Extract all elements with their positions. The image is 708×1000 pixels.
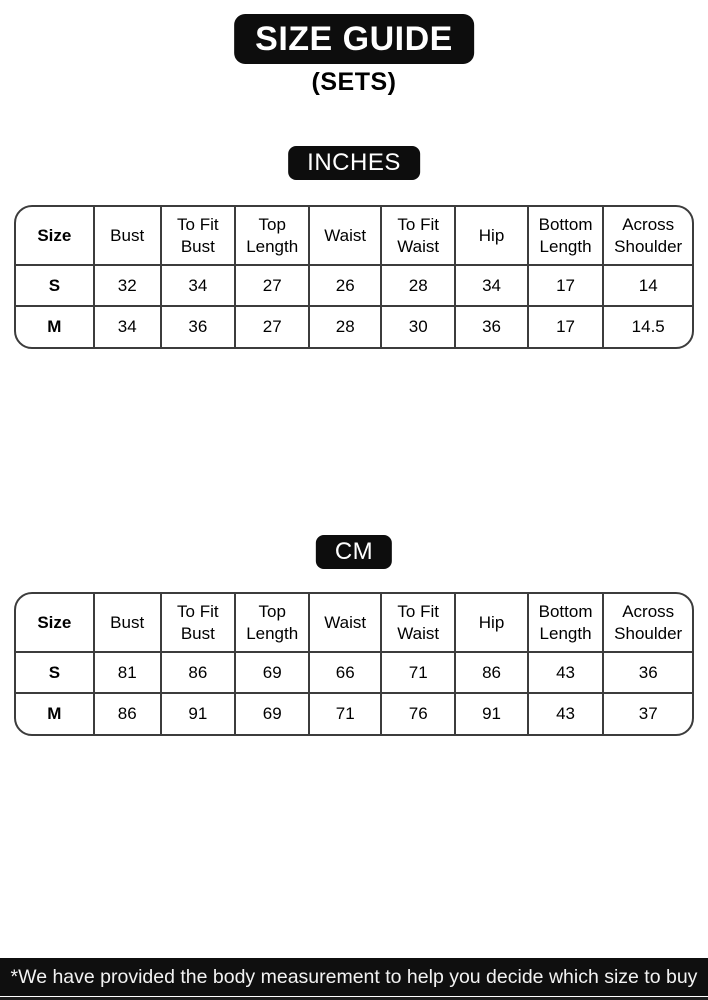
- column-header-waist: Waist: [309, 207, 381, 265]
- column-header-to-fit-bust: To Fit Bust: [161, 594, 235, 652]
- page-title: SIZE GUIDE: [234, 14, 474, 64]
- column-header-to-fit-waist: To Fit Waist: [381, 207, 455, 265]
- inches-header-row: [16, 207, 692, 265]
- cm-header-row: [16, 594, 692, 652]
- footer-note: *We have provided the body measurement to help you decide which size to buy: [10, 966, 698, 988]
- value-cell: 14: [603, 265, 692, 306]
- value-cell: 27: [235, 306, 309, 347]
- table-row-m: [16, 693, 692, 734]
- column-header-top-length: Top Length: [235, 207, 309, 265]
- value-cell: 14.5: [603, 306, 692, 347]
- value-cell: 71: [309, 693, 381, 734]
- column-header-bottom-length: Bottom Length: [528, 207, 604, 265]
- column-header-hip: Hip: [455, 207, 527, 265]
- column-header-to-fit-waist: To Fit Waist: [381, 594, 455, 652]
- value-cell: 66: [309, 652, 381, 693]
- table-row-s: [16, 652, 692, 693]
- value-cell: 34: [94, 306, 161, 347]
- value-cell: 27: [235, 265, 309, 306]
- value-cell: 43: [528, 693, 604, 734]
- value-cell: 37: [603, 693, 692, 734]
- value-cell: 28: [381, 265, 455, 306]
- value-cell: 71: [381, 652, 455, 693]
- value-cell: 34: [161, 265, 235, 306]
- column-header-bottom-length: Bottom Length: [528, 594, 604, 652]
- size-cell: M: [16, 306, 94, 347]
- table-row-m: [16, 306, 692, 347]
- column-header-across-shoulder: Across Shoulder: [603, 594, 692, 652]
- value-cell: 26: [309, 265, 381, 306]
- column-header-bust: Bust: [94, 207, 161, 265]
- value-cell: 30: [381, 306, 455, 347]
- inches-unit-label: INCHES: [288, 146, 420, 180]
- value-cell: 69: [235, 652, 309, 693]
- size-cell: S: [16, 652, 94, 693]
- value-cell: 43: [528, 652, 604, 693]
- value-cell: 81: [94, 652, 161, 693]
- column-header-waist: Waist: [309, 594, 381, 652]
- column-header-hip: Hip: [455, 594, 527, 652]
- footer-note-bar: [0, 958, 708, 996]
- value-cell: 17: [528, 306, 604, 347]
- inches-size-table: [14, 205, 694, 349]
- value-cell: 36: [161, 306, 235, 347]
- value-cell: 86: [455, 652, 527, 693]
- value-cell: 76: [381, 693, 455, 734]
- value-cell: 36: [455, 306, 527, 347]
- value-cell: 86: [94, 693, 161, 734]
- table-row-s: [16, 265, 692, 306]
- column-header-size: Size: [16, 594, 94, 652]
- column-header-bust: Bust: [94, 594, 161, 652]
- value-cell: 34: [455, 265, 527, 306]
- column-header-to-fit-bust: To Fit Bust: [161, 207, 235, 265]
- value-cell: 17: [528, 265, 604, 306]
- value-cell: 86: [161, 652, 235, 693]
- column-header-across-shoulder: Across Shoulder: [603, 207, 692, 265]
- size-cell: M: [16, 693, 94, 734]
- cm-unit-label: CM: [316, 535, 392, 569]
- value-cell: 91: [161, 693, 235, 734]
- value-cell: 91: [455, 693, 527, 734]
- size-cell: S: [16, 265, 94, 306]
- cm-size-table: [14, 592, 694, 736]
- value-cell: 32: [94, 265, 161, 306]
- value-cell: 69: [235, 693, 309, 734]
- value-cell: 36: [603, 652, 692, 693]
- column-header-top-length: Top Length: [235, 594, 309, 652]
- column-header-size: Size: [16, 207, 94, 265]
- value-cell: 28: [309, 306, 381, 347]
- page-subtitle: (SETS): [311, 68, 397, 96]
